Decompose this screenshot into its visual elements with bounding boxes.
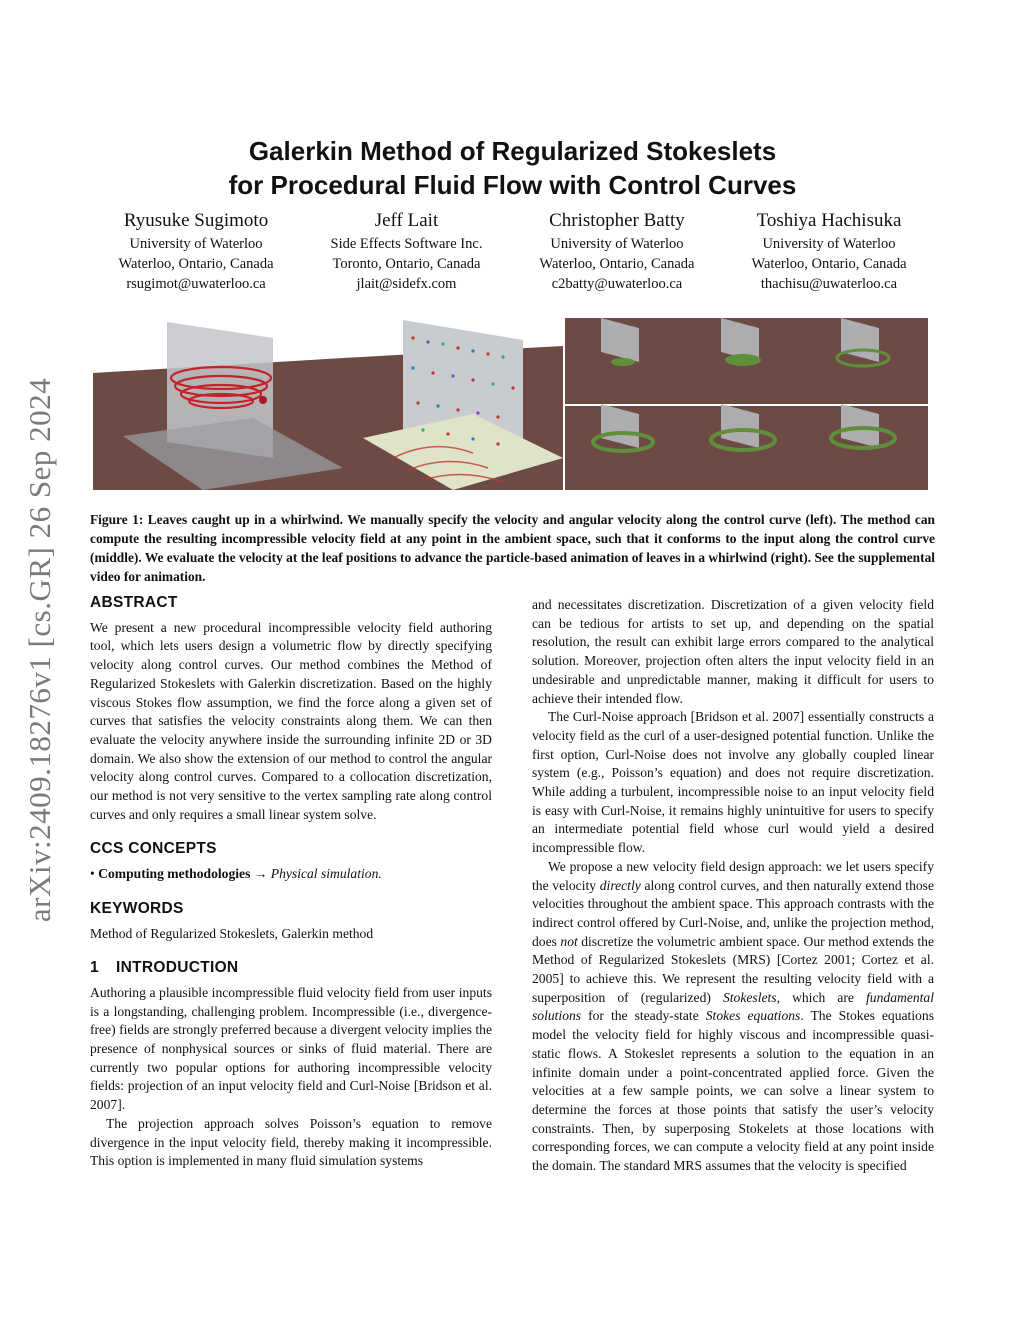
author-email: rsugimot@uwaterloo.ca	[126, 276, 266, 292]
keywords-text: Method of Regularized Stokeslets, Galerkin method	[90, 925, 374, 941]
arxiv-sidebar	[10, 340, 70, 960]
panel-leaves	[565, 318, 928, 490]
p3-em-directly: directly	[599, 877, 641, 893]
ccs-concept	[90, 865, 492, 884]
author-affiliation: University of Waterloo	[129, 236, 263, 252]
author-location: Toronto, Ontario, Canada	[332, 256, 481, 272]
intro-paragraph-2: The projection approach solves Poisson’s equation to remove divergence in the input velocity field, thereby making it incompressible. This option is implemented in many fluid simulation systems	[90, 1115, 492, 1169]
author-name: Christopher Batty	[549, 210, 685, 231]
left-column	[90, 594, 492, 1171]
p3-text-d: , which are	[776, 989, 867, 1005]
right-paragraph-3	[532, 858, 934, 1176]
title-line-1: Galerkin Method of Regularized Stokeslets	[248, 136, 777, 166]
author-email: c2batty@uwaterloo.ca	[551, 276, 683, 292]
author-location: Waterloo, Ontario, Canada	[118, 256, 274, 272]
author-1	[118, 208, 273, 294]
teaser-figure	[93, 318, 928, 490]
ccs-main: Computing methodologies	[98, 866, 251, 882]
title-line-2: for Procedural Fluid Flow with Control Curves	[228, 170, 797, 200]
p3-em-stokes-eq: Stokes equations	[705, 1008, 801, 1024]
p3-text-e: for the steady-state	[581, 1008, 706, 1024]
right-column	[532, 596, 934, 1176]
panel-velocity-field	[343, 320, 563, 490]
author-3	[539, 208, 694, 294]
intro-heading	[90, 959, 492, 978]
p3-em-not: not	[560, 933, 578, 949]
author-location: Waterloo, Ontario, Canada	[539, 256, 695, 272]
author-affiliation: University of Waterloo	[762, 236, 896, 252]
p3-em-fundamental: fundamental solutions	[532, 989, 934, 1024]
author-email: thachisu@uwaterloo.ca	[760, 276, 898, 292]
author-location: Waterloo, Ontario, Canada	[751, 256, 907, 272]
author-affiliation: Side Effects Software Inc.	[330, 236, 483, 252]
author-name: Jeff Lait	[374, 210, 439, 231]
p3-text-b: along control curves, and then naturally extend those velocities throughout the ambient space. This approach contrasts with the indirect control offered by Curl-Noise, and, unlike the projection method, does	[532, 877, 934, 949]
ccs-sub: Physical simulation.	[270, 866, 382, 882]
figure-caption: Figure 1: Leaves caught up in a whirlwind. We manually specify the velocity and angular velocity along the control curve (left). The method can compute the resulting incompressible velocity field at any point in the ambient space, such that it conforms to the input along the control curve (middle). We evaluate the velocity at the leaf positions to advance the particle-based animation of leaves in a whirlwind (right). See the supplemental video for animation.	[90, 512, 935, 584]
arxiv-id: arXiv:2409.18276v1 [cs.GR] 26 Sep 2024	[22, 377, 57, 923]
intro-number: 1	[90, 959, 99, 977]
right-paragraph-1: and necessitates discretization. Discretization of a given velocity field can be tedious for artists to set up, and depending on the spatial resolution, the result can exhibit large errors compared to the analytical solution. Moreover, projection often alters the input velocity field in an undesirable and unpredictable manner, making it difficult for users to achieve their intended flow.	[532, 597, 934, 706]
abstract-text: We present a new procedural incompressible velocity field authoring tool, which lets users design a volumetric flow by directly specifying velocity along control curves. Our method combines the Method of Regularized Stokeslets with Galerkin discretization. Based on the highly viscous Stokes flow assumption, we find the force along a given set of curves that satisfies the velocity constraints along them. We can then evaluate the velocity anywhere inside the surrounding infinite 2D or 3D domain. We also show the extension of our method to control the angular velocity along control curves. Compared to a collocation discretization, our method is not very sensitive to the vertex sampling rate along control curves and only requires a small linear system solve.	[90, 619, 492, 822]
p3-text-c: discretize the volumetric ambient space. Our method extends the Method of Regularized Stokeslets (MRS) [Cortez 2001; Cortez et al. 2005] to achieve this. We represent the resulting velocity field with a superposition of (regularized)	[532, 933, 934, 1005]
author-block	[90, 208, 935, 294]
keywords-heading: KEYWORDS	[90, 899, 184, 917]
intro-title: INTRODUCTION	[116, 959, 239, 977]
author-email: jlait@sidefx.com	[356, 276, 457, 292]
ccs-bullet: •	[90, 866, 95, 882]
paper-title	[90, 134, 935, 202]
p3-em-stokeslets: Stokeslets	[722, 989, 777, 1005]
intro-paragraph-1: Authoring a plausible incompressible fluid velocity field from user inputs is a longstanding, challenging problem. Incompressible (i.e., divergence-free) fields are strongly preferred because a divergent velocity implies the presence of nonphysical sources or sinks of fluid material. There are currently two popular options for authoring incompressible velocity fields: projection of an input velocity field and Curl-Noise [Bridson et al. 2007].	[90, 984, 492, 1113]
right-paragraph-2: The Curl-Noise approach [Bridson et al. 2007] essentially constructs a velocity field as the curl of a user-designed potential function. Unlike the first option, Curl-Noise does not involve any globally coupled linear system (e.g., Poisson’s equation) and does not require discretization. While adding a turbulent, incompressible noise to an input velocity field is easy with Curl-Noise, it remains highly unintuitive for users to specify an intermediate potential field whose curl would yield a desired incompressible flow.	[532, 709, 934, 856]
author-4	[751, 208, 906, 294]
author-2	[331, 208, 483, 294]
abstract-heading: ABSTRACT	[90, 594, 178, 611]
p3-text-a: We propose a new velocity field design approach: we let users specify the velocity	[532, 858, 934, 893]
ccs-heading: CCS CONCEPTS	[90, 840, 217, 858]
author-name: Toshiya Hachisuka	[756, 210, 902, 231]
ccs-arrow: →	[253, 866, 268, 882]
author-affiliation: University of Waterloo	[550, 236, 684, 252]
author-name: Ryusuke Sugimoto	[123, 210, 269, 231]
p3-text-f: . The Stokes equations model the velocity field for highly viscous and incompressible quasi-static flows. A Stokeslet represents a solution to the equation in an infinite domain under a point-concentrated applied force. Given the velocities at a few sample points, we can solve a linear system to determine the forces at those points that satisfy the user’s velocity constraints. Then, by superposing Stokelets at those locations with corresponding forces, we can compute a velocity field at any point inside the domain. The standard MRS assumes that the velocity is specified	[532, 1008, 934, 1174]
panel-control-curve	[93, 322, 343, 490]
